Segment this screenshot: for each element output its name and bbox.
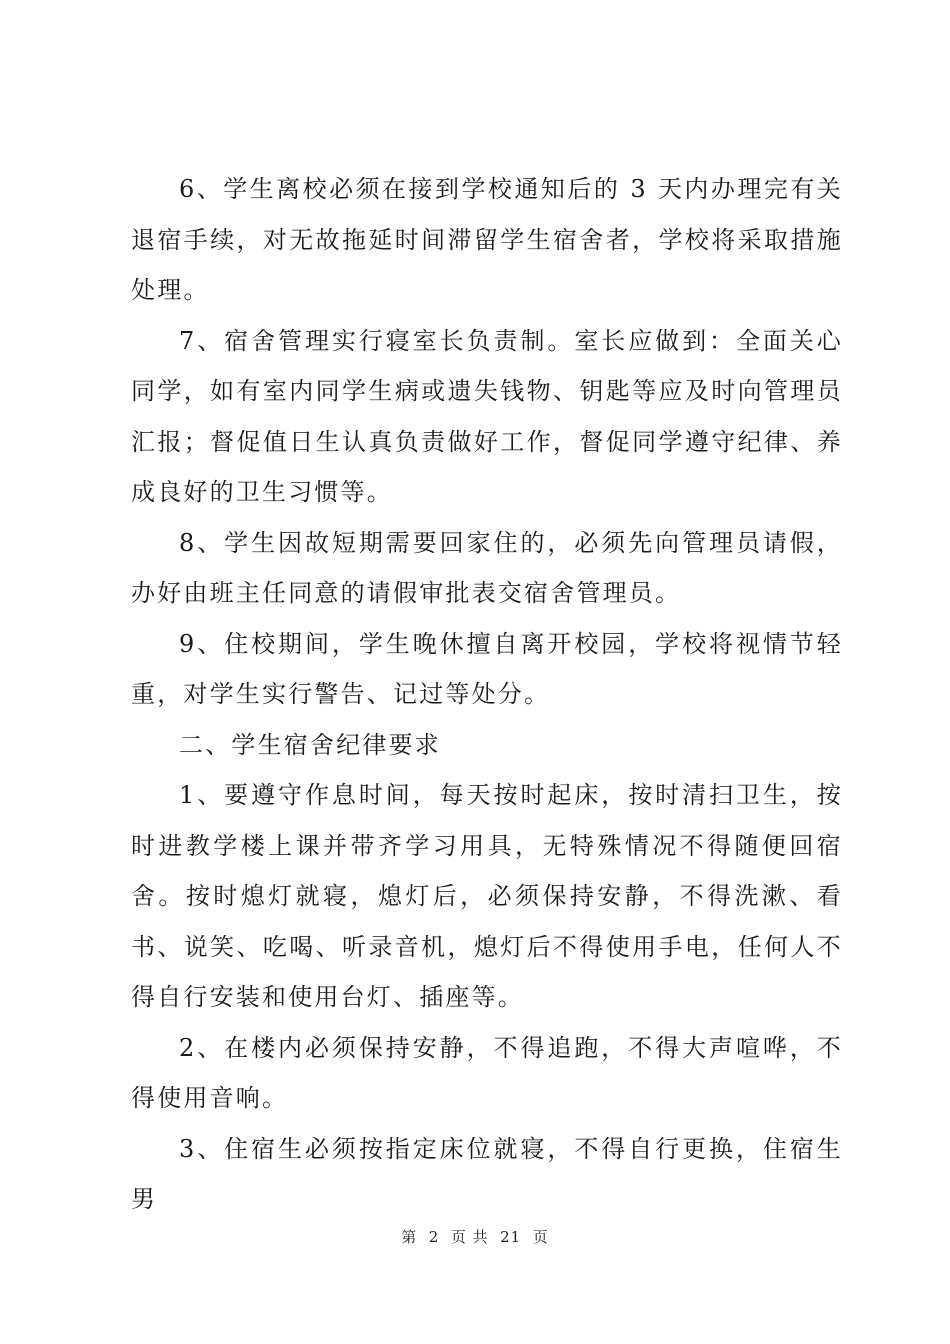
paragraph-rule-9: 9、住校期间，学生晚休擅自离开校园，学校将视情节轻重，对学生实行警告、记过等处分。 bbox=[131, 629, 843, 708]
paragraph-discipline-1: 1、要遵守作息时间，每天按时起床，按时清扫卫生，按时进教学楼上课并带齐学习用具，无特殊情况不得随便回宿舍。按时熄灯就寝，熄灯后，必须保持安静，不得洗漱、看书、说笑、吃喝、听录音机，熄灯后不得使用手电，任何人不得自行安装和使用台灯、插座等。 bbox=[131, 781, 843, 1011]
page-number-footer: 第 2 页 共 21 页 bbox=[401, 1228, 549, 1246]
paragraph-rule-6: 6、学生离校必须在接到学校通知后的 3 天内办理完有关退宿手续，对无故拖延时间滞留学生宿舍者，学校将采取措施处理。 bbox=[131, 175, 843, 304]
paragraph-rule-7: 7、宿舍管理实行寝室长负责制。室长应做到：全面关心同学，如有室内同学生病或遗失钱物、钥匙等应及时向管理员汇报；督促值日生认真负责做好工作，督促同学遵守纪律、养成良好的卫生习惯等。 bbox=[131, 326, 843, 506]
section-heading: 二、学生宿舍纪律要求 bbox=[179, 730, 441, 759]
paragraph-rule-8: 8、学生因故短期需要回家住的，必须先向管理员请假，办好由班主任同意的请假审批表交宿舍管理员。 bbox=[131, 528, 843, 607]
paragraph-discipline-2: 2、在楼内必须保持安静，不得追跑，不得大声喧哗，不得使用音响。 bbox=[131, 1033, 843, 1112]
document-body bbox=[131, 164, 843, 1225]
paragraph-discipline-3: 3、住宿生必须按指定床位就寝，不得自行更换，住宿生男 bbox=[131, 1134, 843, 1213]
